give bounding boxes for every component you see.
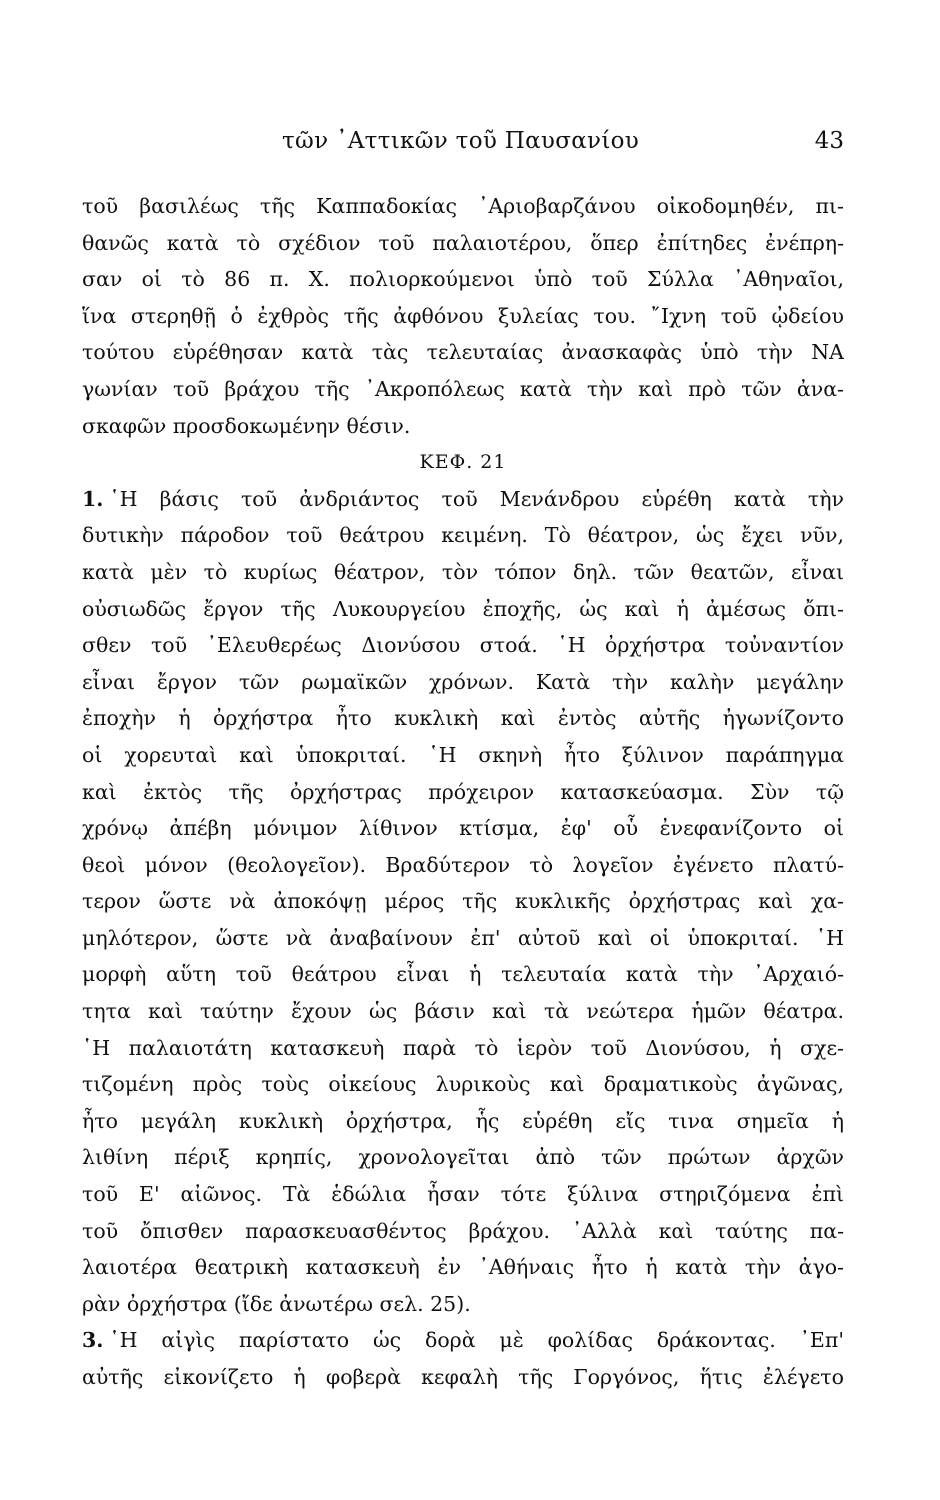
text-line: μορφὴ αὕτη τοῦ θεάτρου εἶναι ἡ τελευταία κατὰ τὴν ᾿Αρχαιό- xyxy=(82,962,844,987)
text-line: τιζομένη πρὸς τοὺς οἰκείους λυρικοὺς καὶ δραματικοὺς ἀγῶνας, xyxy=(82,1072,844,1097)
text-line: σθεν τοῦ ᾿Ελευθερέως Διονύσου στοά. ῾Η ὀρχήστρα τοὐναντίον xyxy=(82,633,844,658)
section-1 xyxy=(82,481,844,1323)
text-line: τερον ὥστε νὰ ἀποκόψῃ μέρος τῆς κυκλικῆς ὀρχήστρας καὶ χα- xyxy=(82,889,844,914)
section-number: 3. xyxy=(82,1328,104,1353)
text-line: θεοὶ μόνον (θεολογεῖον). Βραδύτερον τὸ λογεῖον ἐγένετο πλατύ- xyxy=(82,852,844,877)
section-first-line xyxy=(82,481,844,518)
running-title: τῶν ᾿Αττικῶν τοῦ Παυσανίου xyxy=(282,128,640,154)
section-first-line xyxy=(82,1322,844,1359)
text-line: τοῦ βασιλέως τῆς Καππαδοκίας ᾿Αριοβαρζάνου οἰκοδομηθέν, πι- xyxy=(82,194,844,218)
chapter-heading: ΚΕΦ. 21 xyxy=(419,451,507,474)
text-line: οἱ χορευταὶ καὶ ὑποκριταί. ῾Η σκηνὴ ἦτο ξύλινον παράπηγμα xyxy=(82,742,844,767)
text-line: οὐσιωδῶς ἔργον τῆς Λυκουργείου ἐποχῆς, ὡς καὶ ἡ ἀμέσως ὄπι- xyxy=(82,596,844,621)
text-line: εἶναι ἔργον τῶν ρωμαϊκῶν χρόνων. Κατὰ τὴν καλὴν μεγάλην xyxy=(82,669,844,694)
section-3 xyxy=(82,1322,844,1395)
text-line: ῾Η παλαιοτάτη κατασκευὴ παρὰ τὸ ἱερὸν τοῦ Διονύσου, ἡ σχε- xyxy=(82,1035,844,1060)
text-line: ἵνα στερηθῇ ὁ ἐχθρὸς τῆς ἀφθόνου ξυλείας του. ῎Ιχνη τοῦ ᾠδείου xyxy=(82,303,844,328)
text-line: τοῦ Ε' αἰῶνος. Τὰ ἑδώλια ἦσαν τότε ξύλινα στηριζόμενα ἐπὶ xyxy=(82,1182,844,1207)
text-line: γωνίαν τοῦ βράχου τῆς ᾿Ακροπόλεως κατὰ τὴν καὶ πρὸ τῶν ἀνα- xyxy=(82,376,844,401)
text-line: ἦτο μεγάλη κυκλικὴ ὀρχήστρα, ἧς εὑρέθη εἴς τινα σημεῖα ἡ xyxy=(82,1108,844,1133)
text-line: κατὰ μὲν τὸ κυρίως θέατρον, τὸν τόπον δηλ. τῶν θεατῶν, εἶναι xyxy=(82,559,844,584)
text-line: δυτικὴν πάροδον τοῦ θεάτρου κειμένη. Τὸ θέατρον, ὡς ἔχει νῦν, xyxy=(82,523,844,548)
text-line: χρόνῳ ἀπέβη μόνιμον λίθινον κτίσμα, ἐφ' οὗ ἐνεφανίζοντο οἱ xyxy=(82,816,844,841)
text-line: ρὰν ὀρχήστρα (ἴδε ἀνωτέρω σελ. 25). xyxy=(82,1291,471,1316)
text-line: καὶ ἐκτὸς τῆς ὀρχήστρας πρόχειρον κατασκεύασμα. Σὺν τῷ xyxy=(82,779,844,804)
text-line: αὐτῆς εἰκονίζετο ἡ φοβερὰ κεφαλὴ τῆς Γοργόνος, ἥτις ἐλέγετο xyxy=(82,1365,844,1389)
text-line: ἐποχὴν ἡ ὀρχήστρα ἦτο κυκλικὴ καὶ ἐντὸς αὐτῆς ἠγωνίζοντο xyxy=(82,706,844,731)
text-segment: ῾Η βάσις τοῦ ἀνδριάντος τοῦ Μενάνδρου εὑρέθη κατὰ τὴν xyxy=(109,486,844,511)
text-line: λαιοτέρα θεατρικὴ κατασκευὴ ἐν ᾿Αθήναις ἦτο ἡ κατὰ τὴν ἀγο- xyxy=(82,1255,844,1280)
page-number: 43 xyxy=(814,128,844,154)
text-line: λιθίνη πέριξ κρηπίς, χρονολογεῖται ἀπὸ τῶν πρώτων ἀρχῶν xyxy=(82,1145,844,1170)
section-number: 1. xyxy=(82,486,104,511)
text-line: τητα καὶ ταύτην ἔχουν ὡς βάσιν καὶ τὰ νεώτερα ἡμῶν θέατρα. xyxy=(82,999,844,1024)
text-line: τοῦ ὄπισθεν παρασκευασθέντος βράχου. ᾿Αλλὰ καὶ ταύτης πα- xyxy=(82,1218,844,1243)
page-body xyxy=(82,188,844,1396)
text-line: σκαφῶν προσδοκωμένην θέσιν. xyxy=(82,413,411,438)
text-line: σαν οἱ τὸ 86 π. Χ. πολιορκούμενοι ὑπὸ τοῦ Σύλλα ᾿Αθηναῖοι, xyxy=(82,267,844,292)
text-segment: ῾Η αἰγὶς παρίστατο ὡς δορὰ μὲ φολίδας δράκοντας. ᾿Επ' xyxy=(109,1328,844,1353)
paragraph-continued xyxy=(82,188,844,444)
running-header xyxy=(82,128,844,158)
text-line: θανῶς κατὰ τὸ σχέδιον τοῦ παλαιοτέρου, ὅπερ ἐπίτηδες ἐνέπρη- xyxy=(82,230,844,255)
text-line: μηλότερον, ὥστε νὰ ἀναβαίνουν ἐπ' αὐτοῦ καὶ οἱ ὑποκριταί. ῾Η xyxy=(82,925,844,950)
text-line: τούτου εὑρέθησαν κατὰ τὰς τελευταίας ἀνασκαφὰς ὑπὸ τὴν ΝΑ xyxy=(82,340,844,365)
